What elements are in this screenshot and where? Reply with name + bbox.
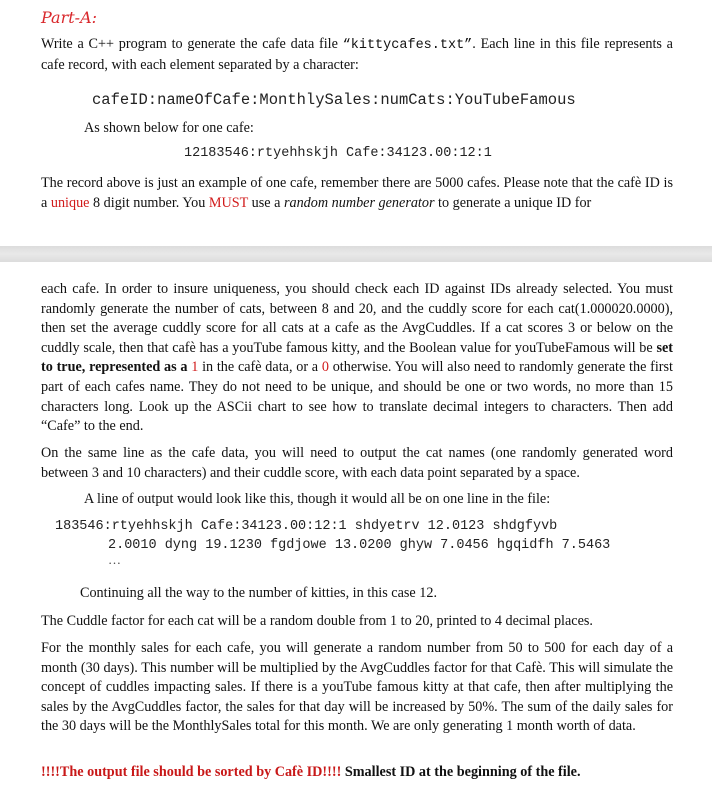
paragraph-5: Continuing all the way to the number of kitties, in this case 12.	[80, 585, 437, 601]
one-value: 1	[191, 359, 199, 376]
example-record: 12183546:rtyehhskjh Cafe:34123.00:12:1	[184, 146, 492, 161]
paragraph-3: On the same line as the cafe data, you will need to output the cat names (one randomly generated word between 3 and 10 characters) and their cuddle score, with each data point separated by a space.	[41, 445, 673, 481]
paragraph-7: For the monthly sales for each cafe, you will generate a random number from 50 to 500 for each day of a month (30 days). This number will be multiplied by the AvgCuddles factor for that Cafè. This will simulate the concept of cuddles impacting sales. If there is a youTube famous kitty at that cafe, then after multiplying the sales by the AvgCuddles factor, the sales for that day will be increased by 50%. The sum of the daily sales for the 30 days will be the MonthlySales total for this month. We are only generating 1 month worth of data.	[41, 640, 673, 735]
final-note: !!!!The output file should be sorted by Cafè ID!!!! Smallest ID at the beginning of the file.	[41, 764, 581, 780]
paragraph-1: The record above is just an example of one cafe, remember there are 5000 cafes. Please note that the cafè ID is a unique 8 digit number. You MUST use a random number generator to generate a unique ID for	[41, 175, 673, 211]
paragraph-6: The Cuddle factor for each cat will be a random double from 1 to 20, printed to 4 decimal places.	[41, 613, 593, 629]
document-page-2	[0, 262, 712, 790]
page-break	[0, 246, 712, 262]
shown-below-text: As shown below for one cafe:	[84, 120, 254, 136]
bold-phrase: set to true, represented as a	[41, 339, 673, 376]
sort-warning: !!!!The output file should be sorted by Cafè ID!!!!	[41, 764, 342, 780]
zero-value: 0	[321, 359, 329, 376]
paragraph-4: A line of output would look like this, though it would all be on one line in the file:	[84, 491, 551, 507]
must-word: MUST	[208, 194, 249, 211]
paragraph-2: each cafe. In order to insure uniqueness, you should check each ID against IDs already selected. You must randomly generate the number of cats, between 8 and 20, and the cuddly score for each cat(1.000020.0000), then set the average cuddly score for all cats at a cafe as the AvgCuddles. If a cat scores 3 or below on the cuddly scale, then that cafè has a youTube famous kitty, and the Boolean value for youTubeFamous will be set to true, represented as a 1 in the cafè data, or a 0 otherwise. You will also need to randomly generate the first part of each cafes name. They do not need to be unique, and should be one or two words, no more than 15 characters long. Look up the ASCii chart to see how to translate decimal integers to characters. Then add “Cafe” to the end.	[41, 281, 673, 435]
document-page-1	[0, 0, 712, 246]
filename: “kittycafes.txt”	[342, 38, 473, 53]
ellipsis: …	[108, 552, 121, 567]
rng-phrase: random number generator	[283, 194, 435, 211]
unique-word: unique	[50, 194, 90, 211]
intro-paragraph: Write a C++ program to generate the cafe data file “kittycafes.txt”. Each line in this file represents a cafe record, with each element separated by a character:	[41, 36, 673, 73]
output-line-2: 2.0010 dyng 19.1230 fgdjowe 13.0200 ghyw 7.0456 hgqidfh 7.5463	[108, 538, 611, 553]
part-label: Part-A:	[41, 8, 98, 27]
format-line: cafeID:nameOfCafe:MonthlySales:numCats:YouTubeFamous	[92, 91, 576, 109]
output-line-1: 183546:rtyehhskjh Cafe:34123.00:12:1 shdyetrv 12.0123 shdgfyvb	[55, 519, 558, 534]
